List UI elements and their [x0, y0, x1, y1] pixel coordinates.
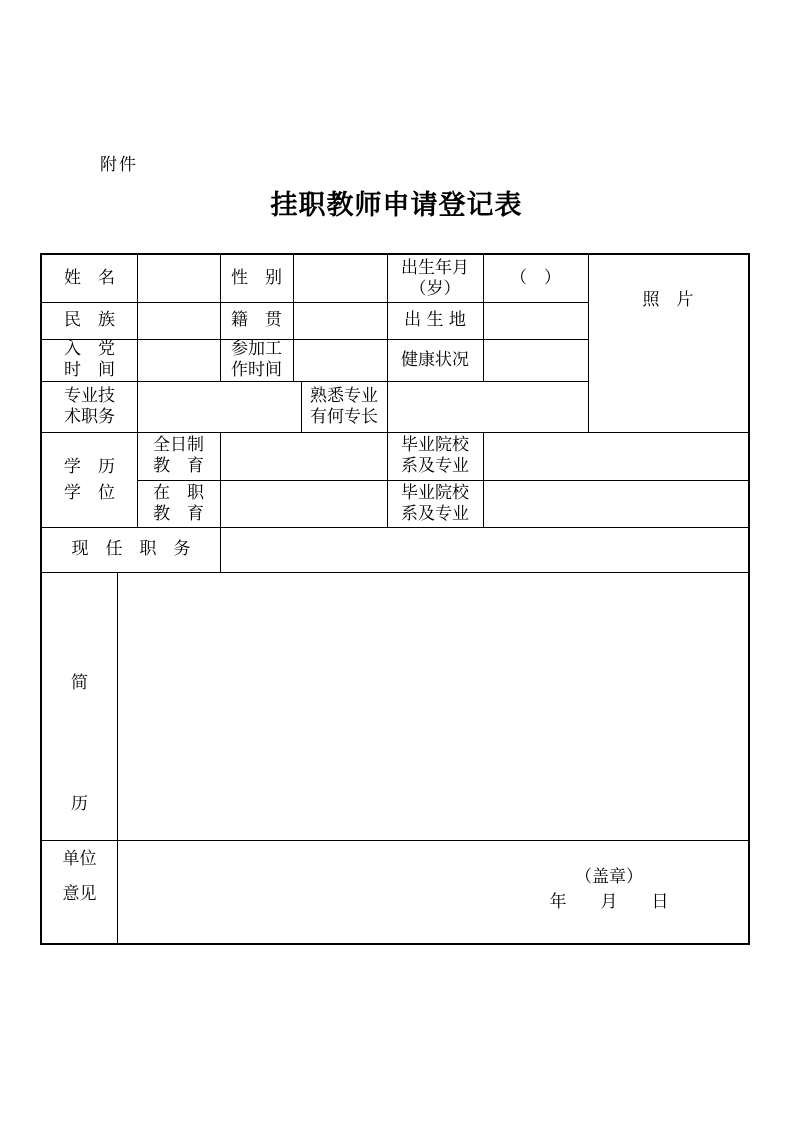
- birthplace-field[interactable]: [484, 303, 588, 339]
- party-join-date-label: 入 党 时 间: [64, 339, 115, 380]
- birth-date-label: 出生年月 （岁）: [401, 257, 469, 299]
- inservice-school-major-field[interactable]: [484, 481, 748, 527]
- resume-label-bottom: 历: [71, 793, 88, 814]
- ethnicity-label: 民 族: [64, 310, 115, 330]
- native-place-label: 籍 贯: [231, 310, 282, 330]
- current-position-label: 现 任 职 务: [71, 539, 191, 559]
- native-place-field[interactable]: [294, 303, 387, 339]
- work-start-date-field[interactable]: [294, 340, 387, 381]
- professional-title-label: 专业技 术职务: [64, 385, 115, 427]
- inservice-education-field[interactable]: [221, 481, 387, 527]
- gender-label: 性 别: [231, 268, 282, 288]
- fulltime-education-field[interactable]: [221, 433, 387, 480]
- education-degree-label: 学 历 学 位: [64, 456, 115, 503]
- inservice-education-label: 在 职 教 育: [153, 482, 204, 524]
- expertise-field[interactable]: [388, 382, 588, 432]
- current-position-field[interactable]: [221, 528, 748, 572]
- resume-label-top: 简: [71, 672, 88, 693]
- professional-title-field[interactable]: [138, 382, 301, 432]
- expertise-label: 熟悉专业 有何专长: [310, 385, 378, 427]
- party-join-date-field[interactable]: [138, 340, 220, 381]
- photo-area[interactable]: 照 片: [642, 289, 694, 310]
- birth-date-field[interactable]: （ ）: [510, 268, 561, 288]
- inservice-school-major-label: 毕业院校 系及专业: [401, 482, 469, 524]
- registration-form: [40, 253, 750, 945]
- name-field[interactable]: [138, 255, 220, 302]
- ethnicity-field[interactable]: [138, 303, 220, 339]
- seal-label: （盖章）: [575, 866, 643, 887]
- birthplace-label: 出 生 地: [404, 310, 466, 330]
- resume-field[interactable]: [118, 573, 748, 840]
- gender-field[interactable]: [294, 255, 387, 302]
- fulltime-school-major-label: 毕业院校 系及专业: [401, 435, 469, 476]
- date-label: 年 月 日: [549, 891, 669, 912]
- attachment-label: 附件: [100, 155, 138, 175]
- work-start-date-label: 参加工 作时间: [231, 339, 282, 380]
- fulltime-school-major-field[interactable]: [484, 433, 748, 480]
- health-field[interactable]: [484, 340, 588, 381]
- unit-opinion-label: 单位 意见: [62, 848, 97, 904]
- name-label: 姓 名: [64, 268, 115, 288]
- health-label: 健康状况: [401, 349, 469, 370]
- fulltime-education-label: 全日制 教 育: [153, 435, 204, 476]
- page-title: 挂职教师申请登记表: [270, 190, 523, 221]
